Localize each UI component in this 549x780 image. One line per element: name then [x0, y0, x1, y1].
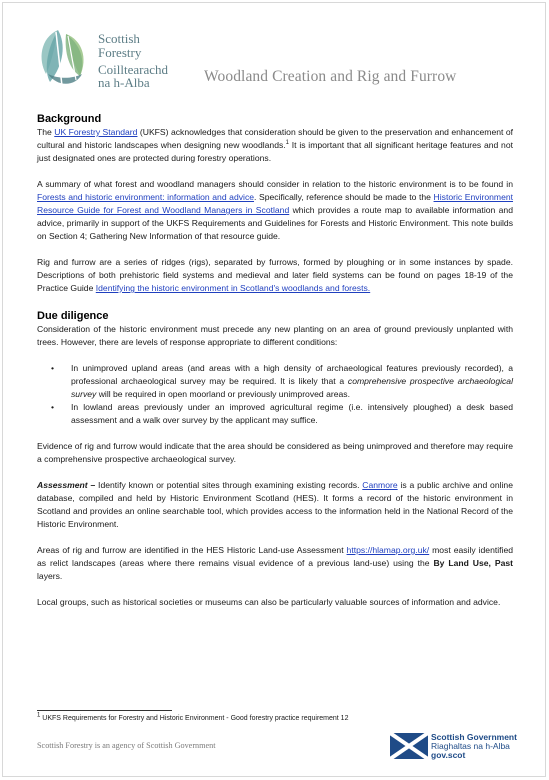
forests-historic-environment-link[interactable]: Forests and historic environment: information and advice — [37, 192, 255, 202]
background-heading: Background — [37, 113, 102, 125]
logo-line-2: Forestry — [98, 45, 142, 60]
due-diligence-intro: Consideration of the historic environment must precede any new planting on an area of ground previously unplanted with trees. However, there are levels of response appropriate to different conditions: — [37, 324, 513, 347]
bullet-icon: • — [51, 363, 55, 373]
background-paragraph-2: A summary of what forest and woodland managers should consider in relation to the historic environment is to be found in Forests and historic environment: information and advice. Specifically, reference should be made to the Historic Environment Resource Guide for Forest and Woodland Managers in Scotland which provides a route map to available information and advice, primarily in support of the UKFS Requirements and Guidelines for Forests and Historic Environment. This note builds on Section 4; Gathering New Information of that resource guide. — [37, 179, 514, 241]
scottish-forestry-logo — [36, 24, 196, 92]
assessment-label: Assessment – — [37, 480, 96, 490]
agency-statement: Scottish Forestry is an agency of Scottish Government — [37, 741, 216, 750]
saltire-flag-icon — [390, 733, 428, 759]
scottish-government-logo — [431, 733, 517, 760]
document-body — [37, 112, 513, 609]
document-title: Woodland Creation and Rig and Furrow — [204, 68, 457, 85]
logo-wordmark — [98, 32, 168, 89]
gov-line-1: Scottish Government — [431, 732, 517, 742]
gov-line-3: gov.scot — [431, 750, 466, 760]
footnote: $^1$ UKFS Requirements for Forestry and Historic Environment - Good forestry practice requirement 12 — [37, 712, 349, 722]
logo-line-1: Scottish — [98, 31, 140, 46]
list-item: • In lowland areas previously under an improved agricultural regime (i.e. intensively ploughed) a desk based assessment and a walk over survey by the applicant may suffice. — [51, 402, 513, 425]
footnote-ref: 1 — [285, 140, 290, 147]
footnote-divider — [37, 710, 172, 711]
background-paragraph-3: Rig and furrow are a series of ridges (rigs), separated by furrows, formed by ploughing or in some instances by spade. Descriptions of both prehistoric field systems and medieval and later field systems can be found on pages 18-19 of the Practice Guide Identifying the historic environment in Scotland's woodlands and forests. — [37, 257, 513, 293]
due-diligence-heading: Due diligence — [37, 310, 109, 322]
assessment-paragraph: Assessment – Identify known or potential sites through examining existing records. Canmore is a public archive and online database, compiled and held by Historic Environment Scotland (HES). It forms a record of the historic environment in Scotland and provides an online searchable tool, which provides access to the information held in the National Record of the Historic Environment. — [37, 480, 513, 529]
list-item: • In unimproved upland areas (and areas with a high density of archaeological features previously recorded), a professional archaeological survey may be required. It is likely that a comprehensive prospective archaeological survey will be required in open moorland or previously unimproved areas. — [51, 363, 513, 399]
conditions-list — [37, 362, 513, 427]
resource-guide-link[interactable]: Historic Environment Resource Guide for Forest and Woodland Managers in Scotland — [37, 192, 514, 215]
canmore-link[interactable]: Canmore — [362, 480, 398, 490]
practice-guide-link[interactable]: Identifying the historic environment in Scotland's woodlands and forests. — [95, 283, 371, 293]
hlamap-link[interactable]: https://hlamap.org.uk/ — [346, 545, 430, 555]
logo-line-4: na h-Alba — [98, 75, 150, 90]
ukfs-link[interactable]: UK Forestry Standard — [54, 127, 138, 137]
evidence-paragraph: Evidence of rig and furrow would indicate that the area should be considered as being unimproved and therefore may require a comprehensive prospective archaeological survey. — [37, 441, 513, 464]
bullet-icon: • — [51, 402, 55, 412]
local-groups-paragraph: Local groups, such as historical societies or museums can also be particularly valuable sources of information and advice. — [37, 597, 501, 607]
leaf-logo-icon — [36, 24, 96, 92]
logo-line-3: Coilltearachd — [98, 62, 169, 77]
areas-paragraph: Areas of rig and furrow are identified in the HES Historic Land-use Assessment https://hlamap.org.uk/ most easily identified as relict landscapes (areas where there remains visual evidence of a previous land-use) using the By Land Use, Past layers. — [37, 545, 513, 581]
gov-line-2: Riaghaltas na h-Alba — [431, 741, 510, 751]
background-paragraph-1: The UK Forestry Standard (UKFS) acknowledges that consideration should be given to the preservation and enhancement of cultural and historic landscapes when designing new woodlands.$^1$ It is important that all significant heritage features and not just designated ones are protected during forestry operations. — [37, 127, 514, 163]
